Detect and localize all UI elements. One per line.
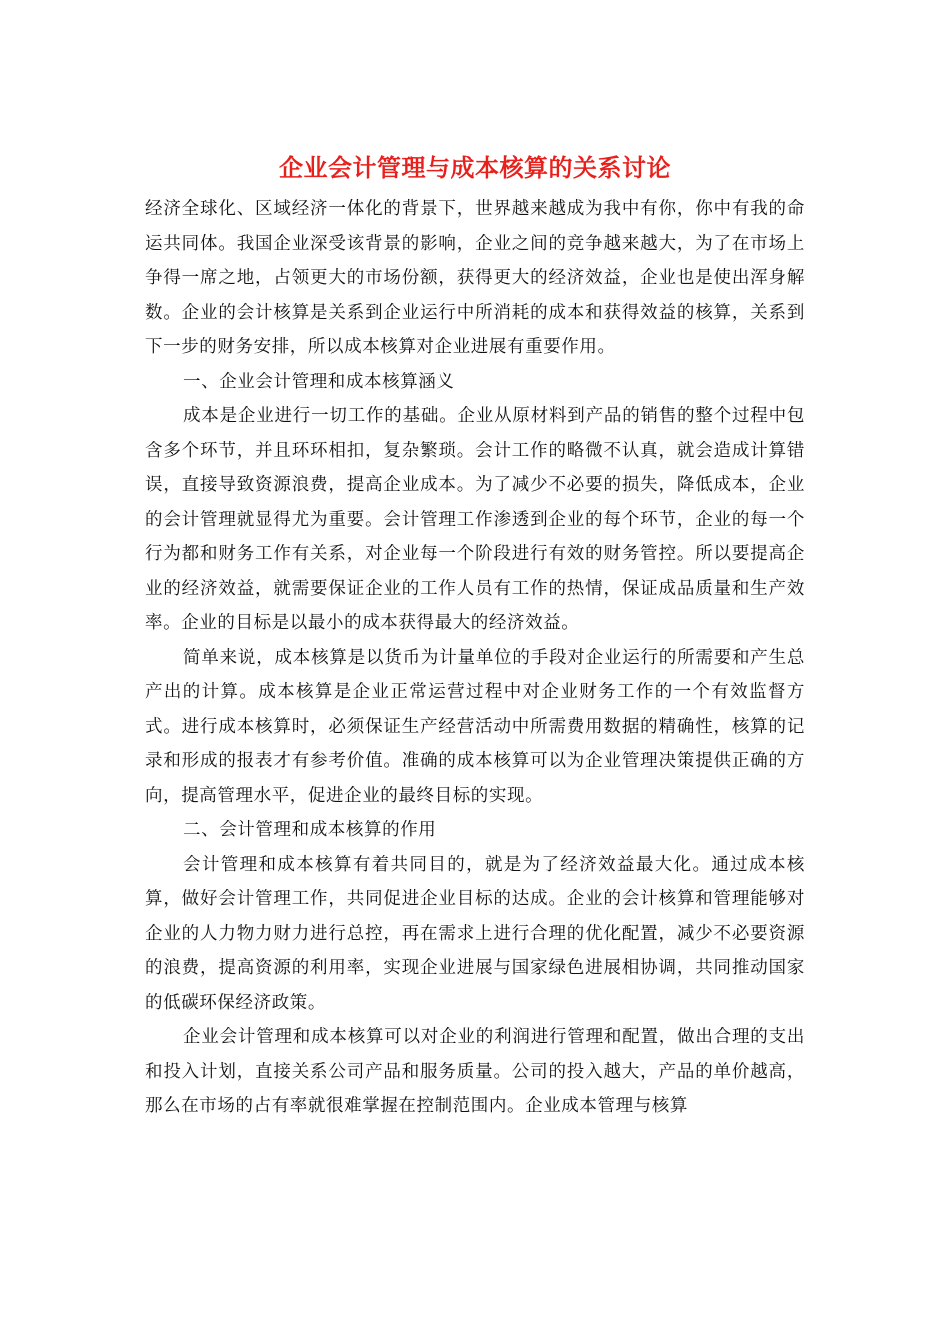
document-body xyxy=(145,192,805,1124)
section-1-heading: 一、企业会计管理和成本核算涵义 xyxy=(183,371,455,392)
document-title: 企业会计管理与成本核算的关系讨论 xyxy=(279,153,671,182)
intro-paragraph: 经济全球化、区域经济一体化的背景下，世界越来越成为我中有你，你中有我的命运共同体。我国企业深受该背景的影响，企业之间的竞争越来越大，为了在市场上争得一席之地，占领更大的市场份额，获得更大的经济效益，企业也是使出浑身解数。企业的会计核算是关系到企业运行中所消耗的成本和获得效益的核算，关系到下一步的财务安排，所以成本核算对企业进展有重要作用。 xyxy=(145,199,805,357)
section-1-paragraph-2: 简单来说，成本核算是以货币为计量单位的手段对企业运行的所需要和产生总产出的计算。成本核算是企业正常运营过程中对企业财务工作的一个有效监督方式。进行成本核算时，必须保证生产经营活动中所需费用数据的精确性，核算的记录和形成的报表才有参考价值。准确的成本核算可以为企业管理决策提供正确的方向，提高管理水平，促进企业的最终目标的实现。 xyxy=(145,647,805,806)
section-2-paragraph-1: 会计管理和成本核算有着共同目的，就是为了经济效益最大化。通过成本核算，做好会计管理工作，共同促进企业目标的达成。企业的会计核算和管理能够对企业的人力物力财力进行总控，再在需求上进行合理的优化配置，减少不必要资源的浪费，提高资源的利用率，实现企业进展与国家绿色进展相协调，共同推动国家的低碳环保经济政策。 xyxy=(145,854,805,1013)
section-2-paragraph-2: 企业会计管理和成本核算可以对企业的利润进行管理和配置，做出合理的支出和投入计划，直接关系公司产品和服务质量。公司的投入越大，产品的单价越高，那么在市场的占有率就很难掌握在控制范围内。企业成本管理与核算 xyxy=(145,1027,805,1116)
section-2-heading: 二、会计管理和成本核算的作用 xyxy=(183,820,437,840)
section-1-paragraph-1: 成本是企业进行一切工作的基础。企业从原材料到产品的销售的整个过程中包含多个环节，并且环环相扣，复杂繁琐。会计工作的略微不认真，就会造成计算错误，直接导致资源浪费，提高企业成本。为了减少不必要的损失，降低成本，企业的会计管理就显得尤为重要。会计管理工作渗透到企业的每个环节，企业的每一个行为都和财务工作有关系，对企业每一个阶段进行有效的财务管控。所以要提高企业的经济效益，就需要保证企业的工作人员有工作的热情，保证成品质量和生产效率。企业的目标是以最小的成本获得最大的经济效益。 xyxy=(145,406,805,633)
